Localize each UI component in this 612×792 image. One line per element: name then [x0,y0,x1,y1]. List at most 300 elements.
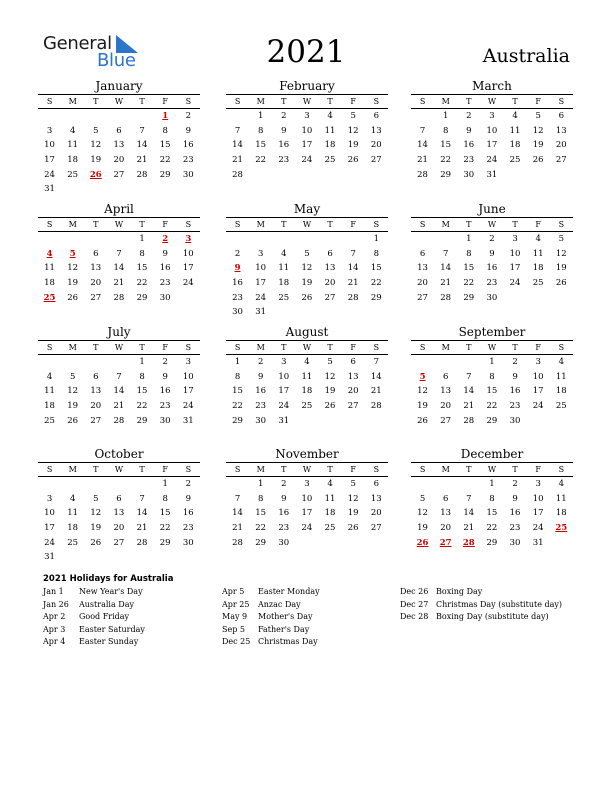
day-cell: 16 [159,386,171,397]
weekday-label: S [373,465,380,474]
week-row [226,370,388,385]
weekday-label: T [327,465,333,474]
month-november [226,447,388,550]
holiday-name: Anzac Day [258,599,301,609]
week-row [38,261,200,276]
day-cell: 8 [139,371,145,382]
empty-day-cell [550,168,573,183]
logo-text-blue: Blue [97,50,136,71]
holiday-date: Dec 27 [400,599,429,609]
day-cell: 15 [255,140,267,151]
day-cell: 24 [486,155,498,166]
day-cell: 31 [255,307,267,318]
weekday-label: F [162,465,168,474]
holiday-day-cell: 26 [416,537,429,548]
day-cell: 30 [278,537,290,548]
day-cell: 12 [67,386,79,397]
month-title: December [460,447,524,461]
week-row [411,477,573,492]
holiday-day-cell: 5 [419,371,426,382]
day-cell: 2 [185,111,192,121]
empty-day-cell [107,477,130,492]
day-cell: 10 [44,140,55,151]
empty-day-cell [295,232,318,247]
week-row [411,109,573,124]
day-cell: 18 [509,140,521,151]
day-cell: 11 [44,263,55,274]
day-cell: 19 [90,523,102,534]
weekday-label: F [350,343,356,352]
day-cell: 27 [370,155,382,166]
holiday-date: Apr 5 [222,587,245,596]
day-cell: 24 [44,169,55,180]
holiday-item [222,636,402,649]
weekday-label: S [234,220,241,229]
day-cell: 21 [370,386,382,397]
holiday-item [43,599,223,612]
weekday-header-row [38,217,200,232]
day-cell: 2 [281,479,287,489]
day-cell: 3 [535,357,541,367]
day-cell: 25 [301,401,313,412]
weekday-label: S [373,343,380,352]
week-row [226,261,388,276]
day-cell: 16 [509,508,521,519]
day-cell: 10 [182,371,194,382]
week-row [38,153,200,168]
day-cell: 30 [509,537,521,548]
day-cell: 7 [466,493,472,504]
weekday-label: S [185,465,192,474]
weekday-label: S [234,343,241,352]
day-cell: 8 [489,371,495,382]
holiday-day-cell: 25 [43,292,56,303]
day-cell: 19 [555,263,567,274]
day-cell: 26 [301,292,313,303]
day-cell: 2 [281,111,287,121]
weekday-label: W [114,465,124,474]
day-cell: 1 [442,111,449,121]
holiday-item [222,586,402,599]
weekday-label: F [535,465,541,474]
month-september [411,325,573,428]
day-cell: 15 [463,263,475,274]
day-cell: 16 [463,140,475,151]
day-cell: 19 [417,401,428,412]
day-cell: 11 [324,125,336,136]
week-row [38,492,200,507]
day-cell: 4 [558,357,565,367]
holiday-day-cell: 28 [462,537,475,548]
day-cell: 3 [185,357,192,367]
holiday-name: Australia Day [79,599,134,609]
day-cell: 8 [489,493,495,504]
week-row [411,291,573,306]
empty-day-cell [107,550,130,565]
weekday-label: W [302,97,312,106]
week-row [411,232,573,247]
weekday-label: S [234,97,241,106]
month-april [38,202,200,305]
empty-day-cell [527,168,550,183]
day-cell: 9 [466,125,472,136]
day-cell: 27 [324,292,336,303]
day-cell: 18 [67,523,79,534]
day-cell: 19 [90,155,102,166]
empty-day-cell [365,536,388,551]
day-cell: 14 [440,263,452,274]
weekday-label: S [558,97,565,106]
month-october [38,447,200,565]
month-title: June [478,202,506,216]
week-row [226,492,388,507]
day-cell: 29 [159,537,171,548]
day-cell: 6 [93,371,99,382]
day-cell: 8 [373,248,380,259]
day-cell: 6 [442,371,449,382]
day-cell: 25 [67,169,79,180]
weekday-label: T [93,97,99,106]
week-row [226,276,388,291]
day-cell: 14 [463,508,475,519]
empty-day-cell [295,168,318,183]
week-row [411,355,573,370]
day-cell: 9 [489,248,495,259]
day-cell: 12 [417,508,428,519]
weekday-label: S [185,343,192,352]
day-cell: 31 [278,415,290,426]
month-title: April [104,202,134,216]
empty-day-cell [226,232,249,247]
day-cell: 17 [509,263,521,274]
day-cell: 29 [255,537,267,548]
day-cell: 13 [440,508,452,519]
weekday-label: W [302,465,312,474]
day-cell: 15 [370,263,382,274]
day-cell: 1 [257,479,264,489]
week-row [226,138,388,153]
day-cell: 9 [281,125,287,136]
day-cell: 31 [486,169,498,180]
day-cell: 6 [373,111,380,121]
empty-day-cell [550,291,573,306]
empty-day-cell [550,536,573,551]
weekday-label: T [93,220,99,229]
day-cell: 16 [182,140,194,151]
day-cell: 7 [419,125,426,136]
weekday-label: T [139,465,145,474]
day-cell: 13 [90,386,102,397]
day-cell: 1 [139,234,145,244]
day-cell: 2 [234,248,241,259]
weekday-label: W [487,343,497,352]
day-cell: 24 [532,523,544,534]
empty-day-cell [319,414,342,429]
day-cell: 3 [304,111,310,121]
weekday-label: F [162,97,168,106]
empty-day-cell [249,232,272,247]
week-row [411,384,573,399]
day-cell: 20 [440,401,452,412]
day-cell: 28 [136,169,148,180]
empty-day-cell [154,550,177,565]
day-cell: 26 [555,278,567,289]
day-cell: 11 [67,508,79,519]
day-cell: 6 [373,479,380,489]
day-cell: 12 [90,508,102,519]
day-cell: 22 [370,278,382,289]
day-cell: 25 [509,155,521,166]
empty-day-cell [319,168,342,183]
weekday-label: S [373,97,380,106]
weekday-label: F [350,97,356,106]
day-cell: 13 [370,125,382,136]
day-cell: 3 [512,234,518,244]
holiday-column [222,586,402,649]
weekday-header-row [226,94,388,109]
day-cell: 2 [489,234,495,244]
day-cell: 16 [278,508,290,519]
day-cell: 24 [255,292,267,303]
day-cell: 2 [512,479,518,489]
day-cell: 9 [162,248,168,259]
day-cell: 26 [67,415,79,426]
day-cell: 30 [509,415,521,426]
weekday-label: M [441,220,450,229]
weekday-label: S [419,220,426,229]
empty-day-cell [527,414,550,429]
day-cell: 17 [486,140,498,151]
day-cell: 9 [185,125,192,136]
weekday-label: S [558,220,565,229]
week-row [226,305,388,320]
week-row [38,355,200,370]
day-cell: 12 [417,386,428,397]
weekday-label: M [68,97,77,106]
weekday-label: F [162,220,168,229]
holiday-day-cell: 27 [439,537,452,548]
weekday-label: T [466,465,472,474]
day-cell: 14 [136,140,148,151]
day-cell: 17 [278,386,290,397]
day-cell: 6 [327,248,333,259]
day-cell: 5 [419,493,426,504]
week-row [411,370,573,385]
day-cell: 14 [347,263,359,274]
day-cell: 27 [90,292,102,303]
week-row [38,399,200,414]
weekday-header-row [226,340,388,355]
weekday-label: T [327,343,333,352]
day-cell: 5 [93,493,99,504]
country-name: Australia [482,45,570,67]
day-cell: 20 [113,155,125,166]
day-cell: 29 [232,415,243,426]
weekday-label: T [466,97,472,106]
day-cell: 24 [278,401,290,412]
day-cell: 17 [532,508,544,519]
day-cell: 25 [324,155,336,166]
day-cell: 26 [417,415,428,426]
empty-day-cell [342,305,365,320]
month-title: July [107,325,131,339]
day-cell: 7 [466,371,472,382]
day-cell: 28 [347,292,359,303]
day-cell: 6 [442,493,449,504]
day-cell: 30 [232,307,243,318]
day-cell: 1 [139,357,145,367]
day-cell: 22 [136,401,148,412]
day-cell: 8 [442,125,449,136]
day-cell: 17 [532,386,544,397]
holiday-day-cell: 5 [69,248,76,259]
weekday-label: W [114,220,124,229]
weekday-label: M [256,465,265,474]
day-cell: 4 [69,493,76,504]
day-cell: 21 [417,155,428,166]
day-cell: 20 [90,278,102,289]
day-cell: 12 [67,263,79,274]
day-cell: 18 [67,155,79,166]
day-cell: 24 [301,155,313,166]
week-row [38,124,200,139]
day-cell: 22 [136,278,148,289]
week-row [38,521,200,536]
day-cell: 12 [347,125,359,136]
empty-day-cell [38,232,61,247]
day-cell: 27 [347,401,359,412]
day-cell: 5 [304,248,310,259]
day-cell: 3 [489,111,495,121]
week-row [411,536,573,551]
day-cell: 28 [136,537,148,548]
holiday-date: Dec 26 [400,587,429,596]
day-cell: 17 [182,263,194,274]
day-cell: 21 [113,401,125,412]
day-cell: 10 [44,508,55,519]
day-cell: 30 [255,415,267,426]
holiday-name: New Year's Day [79,587,143,596]
month-title: August [285,325,329,339]
month-title: February [279,79,335,93]
day-cell: 28 [113,292,125,303]
month-title: May [293,202,321,216]
day-cell: 13 [113,140,125,151]
day-cell: 27 [113,537,125,548]
day-cell: 15 [232,386,243,397]
empty-day-cell [61,182,84,197]
day-cell: 21 [136,155,148,166]
day-cell: 22 [255,523,267,534]
day-cell: 18 [324,508,336,519]
week-row [226,232,388,247]
holiday-name: Easter Sunday [79,637,139,646]
day-cell: 8 [257,493,264,504]
weekday-header-row [38,340,200,355]
weekday-label: W [302,220,312,229]
holiday-item [43,636,223,649]
month-august [226,325,388,428]
day-cell: 3 [535,479,541,489]
day-cell: 2 [162,357,168,367]
day-cell: 24 [44,537,55,548]
day-cell: 4 [535,234,541,244]
day-cell: 11 [532,248,544,259]
empty-day-cell [365,414,388,429]
day-cell: 13 [347,371,359,382]
day-cell: 9 [512,371,518,382]
empty-day-cell [84,550,107,565]
day-cell: 5 [558,234,565,244]
day-cell: 7 [234,493,241,504]
empty-day-cell [342,232,365,247]
month-june [411,202,573,305]
weekday-label: T [466,220,472,229]
day-cell: 14 [417,140,428,151]
weekday-label: M [68,220,77,229]
day-cell: 18 [301,386,313,397]
holiday-day-cell: 25 [555,523,568,534]
day-cell: 22 [232,401,243,412]
day-cell: 10 [301,125,313,136]
month-july [38,325,200,428]
week-row [226,399,388,414]
weekday-label: T [327,97,333,106]
day-cell: 17 [44,155,55,166]
day-cell: 16 [182,508,194,519]
day-cell: 25 [324,523,336,534]
day-cell: 6 [116,493,122,504]
day-cell: 27 [417,292,428,303]
holiday-name: Christmas Day (substitute day) [436,599,562,609]
day-cell: 23 [182,523,194,534]
holiday-column [43,586,223,649]
day-cell: 20 [90,401,102,412]
weekday-label: T [93,465,99,474]
day-cell: 27 [113,169,125,180]
day-cell: 29 [486,537,498,548]
holiday-date: Jan 26 [43,599,69,609]
day-cell: 10 [509,248,521,259]
day-cell: 28 [463,415,475,426]
weekday-label: S [185,220,192,229]
day-cell: 24 [182,278,194,289]
day-cell: 23 [159,278,171,289]
day-cell: 13 [113,508,125,519]
day-cell: 7 [139,493,145,504]
week-row [38,414,200,429]
day-cell: 19 [301,278,313,289]
day-cell: 3 [46,493,53,504]
empty-day-cell [365,305,388,320]
empty-day-cell [84,109,107,124]
day-cell: 26 [532,155,544,166]
day-cell: 22 [159,523,171,534]
empty-day-cell [411,109,434,124]
week-row [38,550,200,565]
empty-day-cell [107,109,130,124]
holiday-day-cell: 2 [162,234,169,244]
holiday-date: Jan 1 [43,587,64,596]
day-cell: 24 [182,401,194,412]
day-cell: 20 [440,523,452,534]
day-cell: 8 [234,371,241,382]
empty-day-cell [107,182,130,197]
day-cell: 13 [417,263,428,274]
day-cell: 3 [257,248,264,259]
day-cell: 8 [162,493,168,504]
empty-day-cell [272,232,295,247]
